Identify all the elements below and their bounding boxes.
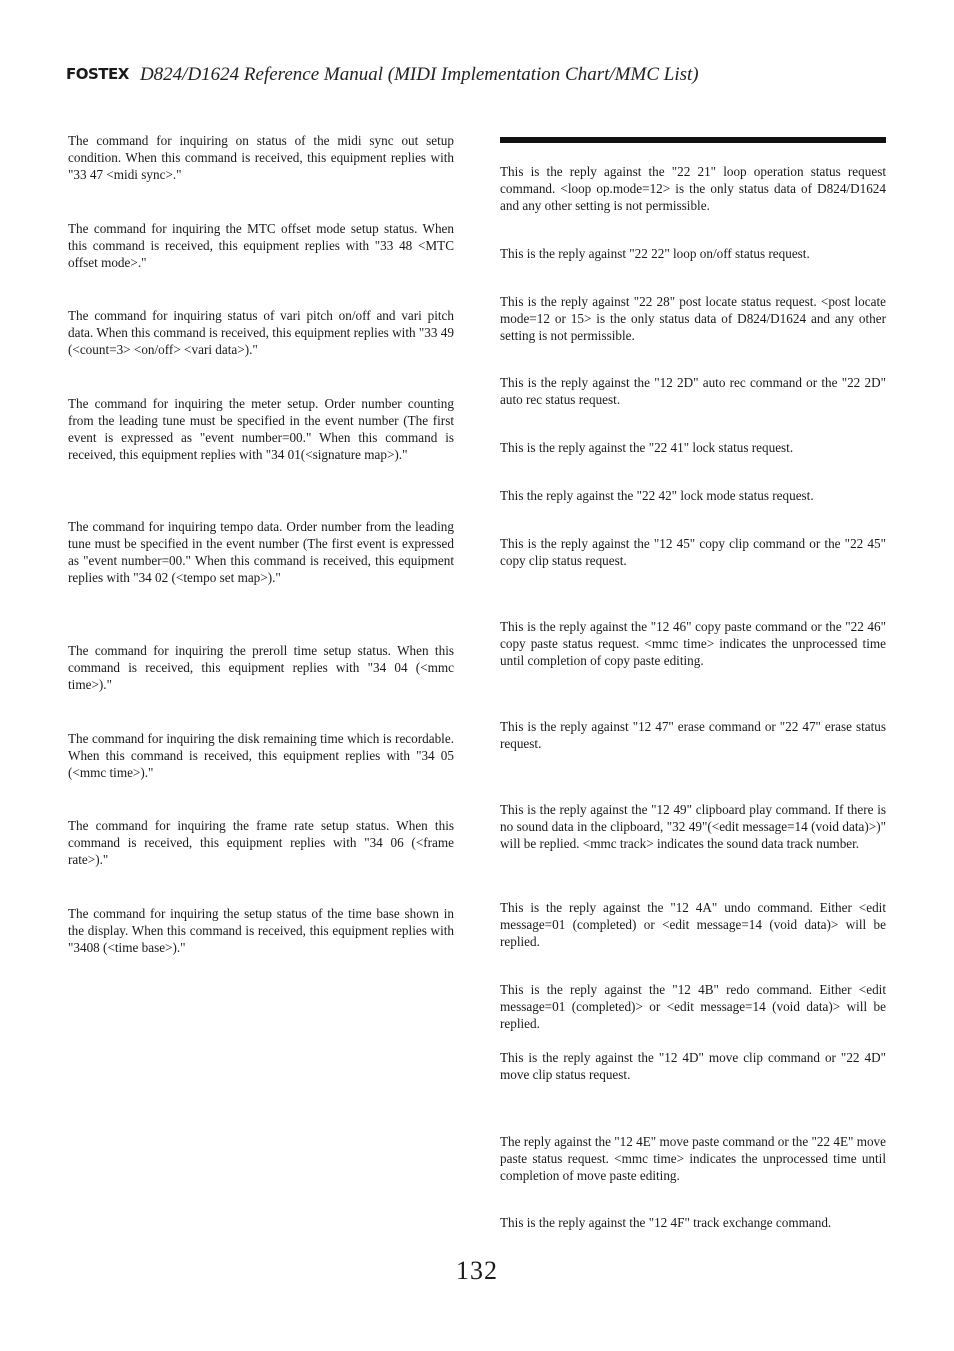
right-paragraph-13: This is the reply against the "12 4D" move clip command or "22 4D" move clip status request. xyxy=(500,1050,886,1082)
right-paragraph-12: This is the reply against the "12 4B" redo command. Either <edit message=01 (completed)> or <edit message=14 (void data)> will be replied. xyxy=(500,982,886,1031)
right-paragraph-15: This is the reply against the "12 4F" track exchange command. xyxy=(500,1215,832,1230)
right-paragraph-14: The reply against the "12 4E" move paste command or the "22 4E" move paste status request. <mmc time> indicates the unprocessed time until completion of move paste editing. xyxy=(500,1134,886,1183)
page-number: 132 xyxy=(456,1256,498,1285)
right-paragraph-2: This is the reply against "22 22" loop on/off status request. xyxy=(500,246,810,261)
right-paragraph-3: This is the reply against "22 28" post locate status request. <post locate mode=12 or 15> is the only status data of D824/D1624 and any other setting is not permissible. xyxy=(500,294,886,343)
right-paragraph-8: This is the reply against the "12 46" copy paste command or the "22 46" copy paste status request. <mmc time> indicates the unprocessed time until completion of copy paste editing. xyxy=(500,619,886,668)
left-paragraph-5: The command for inquiring tempo data. Order number from the leading tune must be specified in the event number (The first event is expressed as "event number=00." When this command is received, this equipment replies with "34 02 (<tempo set map>)." xyxy=(68,519,454,585)
right-paragraph-6: This the reply against the "22 42" lock mode status request. xyxy=(500,488,814,503)
left-paragraph-3: The command for inquiring status of vari pitch on/off and vari pitch data. When this command is received, this equipment replies with "33 49 (<count=3> <on/off> <vari data>)." xyxy=(68,308,454,357)
right-paragraph-10: This is the reply against the "12 49" clipboard play command. If there is no sound data in the clipboard, "32 49"(<edit message=14 (void data)>)" will be replied. <mmc track> indicates the sound data track number. xyxy=(500,802,886,851)
left-paragraph-6: The command for inquiring the preroll time setup status. When this command is received, this equipment replies with "34 04 (<mmc time>)." xyxy=(68,643,454,692)
right-paragraph-5: This is the reply against the "22 41" lock status request. xyxy=(500,440,794,455)
left-paragraph-8: The command for inquiring the frame rate setup status. When this command is received, this equipment replies with "34 06 (<frame rate>)." xyxy=(68,818,454,867)
right-paragraph-7: This is the reply against the "12 45" copy clip command or the "22 45" copy clip status request. xyxy=(500,536,886,568)
left-paragraph-9: The command for inquiring the setup status of the time base shown in the display. When this command is received, this equipment replies with "3408 (<time base>)." xyxy=(68,906,454,955)
right-paragraph-11: This is the reply against the "12 4A" undo command. Either <edit message=01 (completed) or <edit message=14 (void data)> will be replied. xyxy=(500,900,886,949)
left-paragraph-7: The command for inquiring the disk remaining time which is recordable. When this command is received, this equipment replies with "34 05 (<mmc time>)." xyxy=(68,731,454,780)
left-paragraph-4: The command for inquiring the meter setup. Order number counting from the leading tune must be specified in the event number (The first event is expressed as "event number=00." When this command is received, this equipment replies with "34 01(<signature map>)." xyxy=(68,396,454,462)
right-paragraph-4: This is the reply against the "12 2D" auto rec command or the "22 2D" auto rec status request. xyxy=(500,375,886,407)
right-paragraph-1: This is the reply against the "22 21" loop operation status request command. <loop op.mode=12> is the only status data of D824/D1624 and any other setting is not permissible. xyxy=(500,164,886,213)
left-paragraph-1: The command for inquiring on status of the midi sync out setup condition. When this command is received, this equipment replies with "33 47 <midi sync>." xyxy=(68,133,454,182)
manual-title: D824/D1624 Reference Manual (MIDI Implementation Chart/MMC List) xyxy=(139,64,699,85)
fostex-logo: FOSTEX xyxy=(66,65,129,83)
right-paragraph-9: This is the reply against "12 47" erase command or "22 47" erase status request. xyxy=(500,719,886,751)
page-header xyxy=(66,64,699,86)
section-rule xyxy=(500,137,886,143)
left-paragraph-2: The command for inquiring the MTC offset mode setup status. When this command is received, this equipment replies with "33 48 <MTC offset mode>." xyxy=(68,221,454,270)
